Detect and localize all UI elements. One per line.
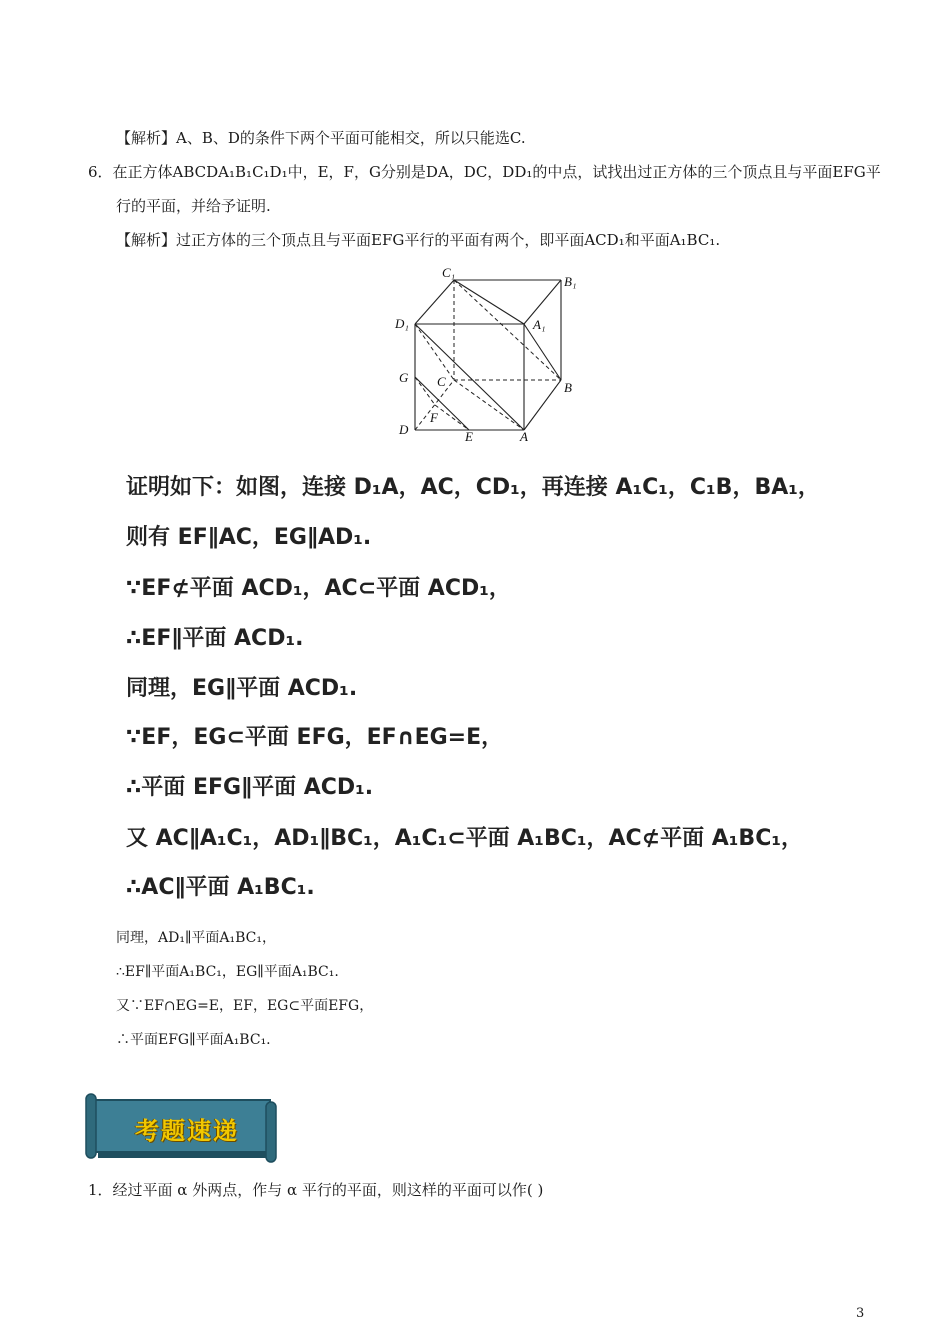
proof-line-8: 又 AC∥A₁C₁，AD₁∥BC₁，A₁C₁⊂平面 A₁BC₁，AC⊄平面 A₁BC₁，: [126, 826, 803, 851]
tail-line-3: 又∵EF∩EG=E，EF，EG⊂平面EFG，: [116, 998, 374, 1014]
tail-line-2: ∴EF∥平面A₁BC₁，EG∥平面A₁BC₁.: [116, 964, 339, 980]
cube-figure: [393, 262, 593, 452]
tail-line-1: 同理，AD₁∥平面A₁BC₁，: [116, 930, 277, 946]
label-a: A: [520, 429, 528, 444]
label-b: B: [564, 380, 572, 395]
proof-line-1: 证明如下：如图，连接 D₁A，AC，CD₁，再连接 A₁C₁，C₁B，BA₁，: [126, 475, 820, 500]
proof-line-6: ∵EF，EG⊂平面 EFG，EF∩EG=E，: [126, 725, 504, 750]
proof-line-2: 则有 EF∥AC，EG∥AD₁.: [126, 525, 372, 550]
proof-line-5: 同理，EG∥平面 ACD₁.: [126, 676, 358, 701]
proof-line-9: ∴AC∥平面 A₁BC₁.: [126, 875, 315, 900]
edge-fe: [435, 405, 469, 430]
edge-c1a1: [454, 280, 524, 324]
label-d1: D₁: [395, 316, 409, 331]
proof-line-3: ∵EF⊄平面 ACD₁，AC⊂平面 ACD₁，: [126, 576, 511, 601]
label-a1: A₁: [533, 317, 546, 332]
analysis-line-2: 【解析】过正方体的三个顶点且与平面EFG平行的平面有两个，即平面ACD₁和平面A₁BC₁.: [116, 231, 721, 249]
label-c1: C₁: [442, 265, 456, 280]
banner-scroll-right: [266, 1102, 276, 1162]
edge-ab: [524, 380, 561, 430]
edge-ca: [454, 380, 524, 430]
proof-line-7: ∴平面 EFG∥平面 ACD₁.: [126, 775, 374, 800]
exercise-question-1: 1．经过平面 α 外两点，作与 α 平行的平面，则这样的平面可以作( ): [88, 1181, 544, 1199]
page-number: 3: [856, 1306, 865, 1321]
edge-a1b: [524, 324, 561, 380]
label-c: C: [437, 374, 446, 389]
label-f: F: [430, 410, 438, 425]
label-d: D: [399, 422, 409, 437]
question-6-line-1: 6．在正方体ABCDA₁B₁C₁D₁中，E，F，G分别是DA，DC，DD₁的中点，试找出过正方体的三个顶点且与平面EFG平: [88, 163, 881, 181]
analysis-line-1: 【解析】A、B、D的条件下两个平面可能相交，所以只能选C.: [116, 129, 526, 147]
label-e: E: [465, 429, 473, 444]
edge-d1c: [415, 324, 454, 380]
edge-d1c1: [415, 280, 454, 324]
question-6-line-2: 行的平面，并给予证明.: [116, 197, 271, 215]
label-b1: B₁: [564, 274, 577, 289]
banner-scroll-left: [86, 1094, 96, 1158]
proof-line-4: ∴EF∥平面 ACD₁.: [126, 626, 304, 651]
tail-line-4: ∴平面EFG∥平面A₁BC₁.: [116, 1032, 271, 1048]
banner-title: 考题速递: [135, 1117, 239, 1145]
edge-gf: [415, 377, 435, 405]
label-g: G: [399, 370, 409, 385]
